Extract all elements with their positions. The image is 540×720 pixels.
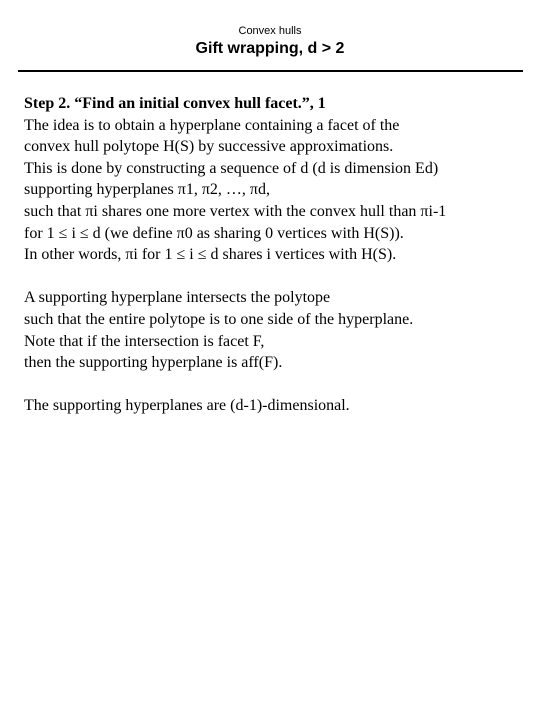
title-divider (18, 70, 523, 72)
paragraph-gap (24, 374, 529, 396)
slide-title: Gift wrapping, d > 2 (195, 40, 345, 57)
body-line: such that πi shares one more vertex with the convex hull than πi-1 (24, 202, 447, 220)
body-line: Note that if the intersection is facet F, (24, 332, 265, 350)
body-line: supporting hyperplanes π1, π2, …, πd, (24, 181, 270, 199)
step-heading: Step 2. “Find an initial convex hull facet.”, 1 (24, 95, 326, 112)
body-line: for 1 ≤ i ≤ d (we define π0 as sharing 0 vertices with H(S)). (24, 224, 404, 242)
body-line: This is done by constructing a sequence of d (d is dimension Ed) (24, 159, 439, 177)
body-line: convex hull polytope H(S) by successive approximations. (24, 138, 394, 156)
body-line: A supporting hyperplane intersects the polytope (24, 289, 331, 307)
body-line: In other words, πi for 1 ≤ i ≤ d shares i vertices with H(S). (24, 246, 397, 264)
paragraph-gap (24, 266, 529, 288)
body-line: The supporting hyperplanes are (d-1)-dimensional. (24, 397, 350, 415)
slide-body (24, 93, 529, 417)
body-line: The idea is to obtain a hyperplane containing a facet of the (24, 116, 400, 134)
section-label: Convex hulls (238, 25, 302, 37)
body-line: then the supporting hyperplane is aff(F). (24, 354, 283, 372)
body-line: such that the entire polytope is to one side of the hyperplane. (24, 310, 414, 328)
